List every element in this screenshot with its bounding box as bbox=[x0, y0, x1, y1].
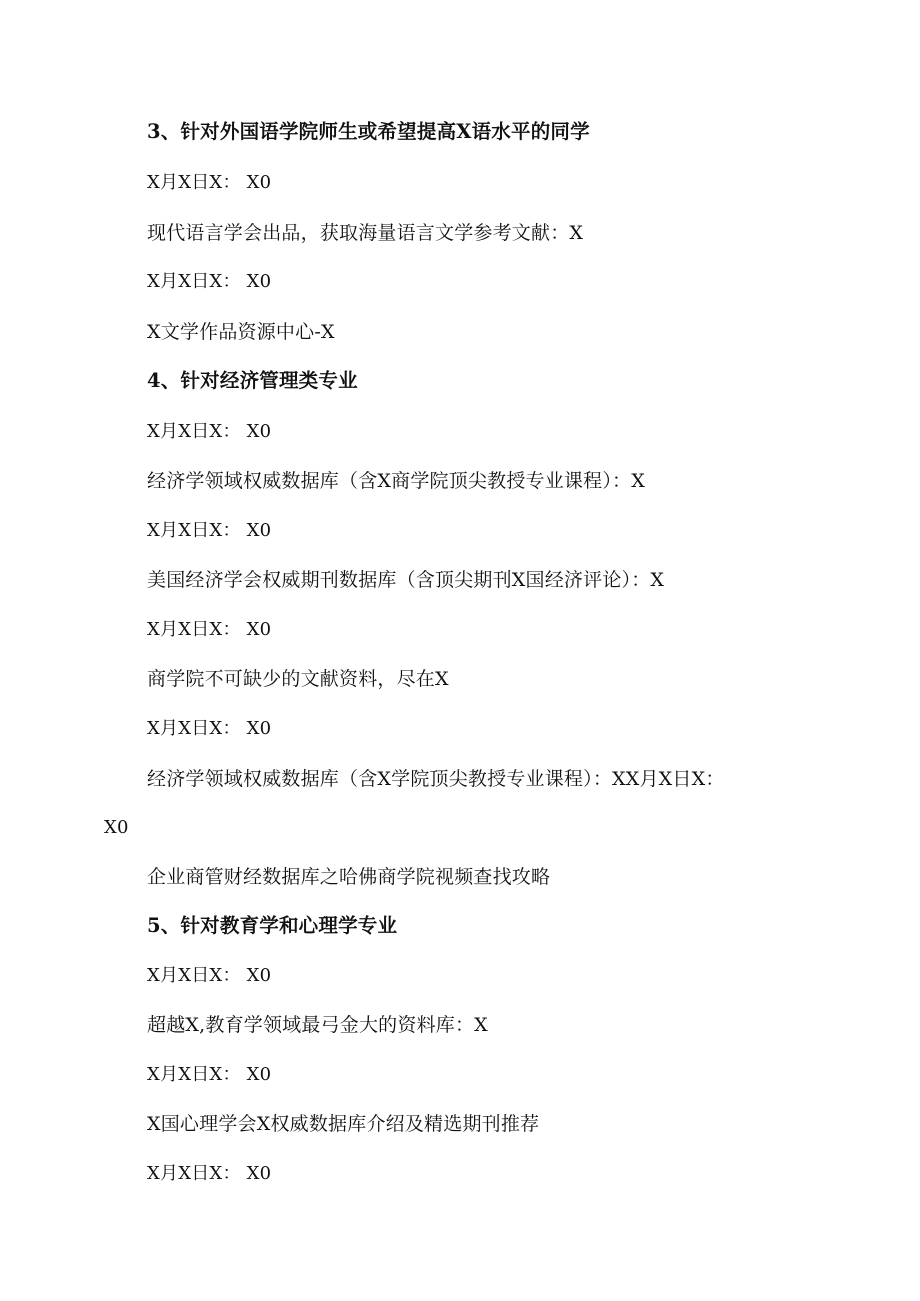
date-line: X月X日X： X0 bbox=[147, 172, 272, 193]
section-heading-3: 3、针对外国语学院师生或希望提高X语水平的同学 bbox=[147, 120, 590, 143]
article-title: 商学院不可缺少的文献资料，尽在X bbox=[147, 668, 449, 690]
wrapped-continuation: X0 bbox=[104, 817, 129, 838]
article-title: 企业商管财经数据库之哈佛商学院视频查找攻略 bbox=[147, 866, 551, 888]
article-title: X文学作品资源中心-X bbox=[147, 321, 335, 343]
date-line: X月X日X： X0 bbox=[147, 718, 272, 739]
date-line: X月X日X： X0 bbox=[147, 965, 272, 986]
date-line: X月X日X： X0 bbox=[147, 421, 272, 442]
section-heading-5: 5、针对教育学和心理学专业 bbox=[147, 914, 398, 937]
article-title: 经济学领域权威数据库（含X学院顶尖教授专业课程）：XX月X日X： bbox=[147, 768, 725, 790]
article-title: 美国经济学会权威期刊数据库（含顶尖期刊X国经济评论）：X bbox=[147, 569, 665, 591]
article-title: 超越X,教育学领域最弓金大的资料库：X bbox=[147, 1014, 488, 1036]
article-title: 现代语言学会出品，获取海量语言文学参考文献：X bbox=[147, 222, 584, 244]
date-line: X月X日X： X0 bbox=[147, 1163, 272, 1184]
date-line: X月X日X： X0 bbox=[147, 520, 272, 541]
article-title: X国心理学会X权威数据库介绍及精选期刊推荐 bbox=[147, 1113, 540, 1135]
article-title: 经济学领域权威数据库（含X商学院顶尖教授专业课程）：X bbox=[147, 470, 645, 492]
date-line: X月X日X： X0 bbox=[147, 619, 272, 640]
date-line: X月X日X： X0 bbox=[147, 1064, 272, 1085]
date-line: X月X日X： X0 bbox=[147, 271, 272, 292]
section-heading-4: 4、针对经济管理类专业 bbox=[147, 369, 358, 392]
